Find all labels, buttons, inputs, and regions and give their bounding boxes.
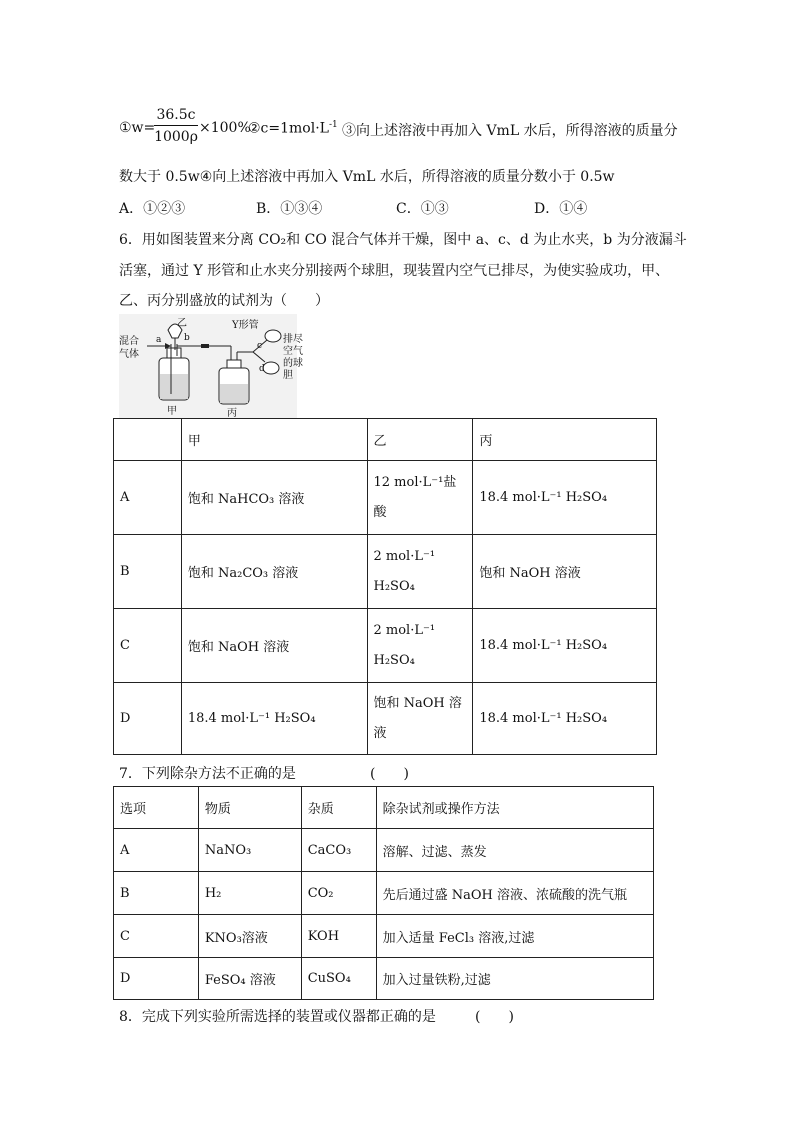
- table-row: [114, 829, 654, 872]
- formula-w-suffix: ×100%: [199, 120, 251, 136]
- q7-cell: C: [114, 915, 199, 958]
- label-exhaust-1: 排尽: [283, 334, 303, 345]
- q6-cell-yi: [367, 683, 473, 755]
- label-mix-1: 混合: [119, 336, 139, 347]
- q7-cell: A: [114, 829, 199, 872]
- q5-option-c: C．①③: [396, 201, 449, 217]
- q6-cell-yi-line1: 12 mol·L⁻¹盐: [373, 474, 457, 490]
- label-c: c: [257, 341, 263, 351]
- q7-cell: KNO₃溶液: [198, 915, 301, 958]
- q7-bracket: ( ): [370, 766, 409, 782]
- q6-cell-label: D: [114, 683, 182, 755]
- table-row: [114, 787, 654, 829]
- table-row: [114, 872, 654, 915]
- q7-header-cell: 杂质: [301, 787, 376, 829]
- q6-cell-bing: 18.4 mol·L⁻¹ H₂SO₄: [473, 461, 657, 535]
- formula-item3: ③向上述溶液中再加入 VmL 水后，所得溶液的质量分: [342, 123, 678, 139]
- q6-cell-bing: 18.4 mol·L⁻¹ H₂SO₄: [473, 609, 657, 683]
- q6-cell-yi-line2: 酸: [373, 504, 387, 520]
- q6-header-cell: [114, 419, 182, 461]
- label-y-tube: Y形管: [232, 320, 259, 331]
- formula-item2-exp: -1: [328, 120, 338, 130]
- q6-cell-label: A: [114, 461, 182, 535]
- table-row: [114, 915, 654, 958]
- q6-cell-yi-line2: 液: [373, 725, 387, 741]
- q7-cell: CuSO₄: [301, 958, 376, 1000]
- table-row: [114, 461, 657, 535]
- q7-cell: CO₂: [301, 872, 376, 915]
- q5-option-d: D．①④: [534, 201, 588, 217]
- q6-header-cell: 甲: [181, 419, 367, 461]
- label-bing: 丙: [227, 408, 237, 419]
- q6-cell-jia: 饱和 NaOH 溶液: [181, 609, 367, 683]
- q6-cell-yi-line1: 2 mol·L⁻¹: [373, 622, 436, 638]
- q6-table: [113, 418, 657, 755]
- fraction-numerator: 36.5c: [154, 105, 198, 126]
- label-yi: 乙: [177, 318, 187, 329]
- q6-cell-jia: 饱和 NaHCO₃ 溶液: [181, 461, 367, 535]
- q6-cell-yi: [367, 609, 473, 683]
- q8-title: 8．完成下列实验所需选择的装置或仪器都正确的是: [119, 1009, 436, 1025]
- q6-cell-yi: [367, 535, 473, 609]
- formula-w-prefix: ①w=: [119, 120, 156, 136]
- q6-cell-yi: [367, 461, 473, 535]
- q6-cell-label: C: [114, 609, 182, 683]
- table-row: [114, 609, 657, 683]
- q7-cell: D: [114, 958, 199, 1000]
- label-b: b: [184, 333, 190, 343]
- q6-line3: 乙、丙分别盛放的试剂为（ ）: [119, 293, 329, 309]
- formula-item2-text: ②c=1mol·L: [248, 120, 329, 137]
- q7-cell: 加入适量 FeCl₃ 溶液,过滤: [376, 915, 653, 958]
- q7-cell: B: [114, 872, 199, 915]
- table-row: [114, 419, 657, 461]
- q6-cell-jia: 饱和 Na₂CO₃ 溶液: [181, 535, 367, 609]
- q6-cell-yi-line2: H₂SO₄: [373, 578, 415, 594]
- q6-header-cell: 丙: [473, 419, 657, 461]
- q7-cell: H₂: [198, 872, 301, 915]
- q7-header-cell: 选项: [114, 787, 199, 829]
- q7-cell: CaCO₃: [301, 829, 376, 872]
- q6-cell-label: B: [114, 535, 182, 609]
- q6-cell-yi-line1: 饱和 NaOH 溶: [373, 695, 462, 711]
- label-jia: 甲: [167, 406, 177, 417]
- q7-cell: 溶解、过滤、蒸发: [376, 829, 653, 872]
- formula-line2: 数大于 0.5w④向上述溶液中再加入 VmL 水后，所得溶液的质量分数小于 0.5w: [119, 169, 615, 185]
- q6-line1: 6．用如图装置来分离 CO₂和 CO 混合气体并干燥，图中 a、c、d 为止水夹，b 为分液漏斗: [119, 232, 687, 248]
- label-exhaust-2: 空气: [283, 346, 303, 357]
- q7-cell: FeSO₄ 溶液: [198, 958, 301, 1000]
- q8-bracket: ( ): [475, 1009, 514, 1025]
- label-exhaust-4: 胆: [283, 370, 293, 381]
- table-row: [114, 958, 654, 1000]
- q7-cell: KOH: [301, 915, 376, 958]
- table-row: [114, 535, 657, 609]
- q6-cell-bing: 饱和 NaOH 溶液: [473, 535, 657, 609]
- label-exhaust-3: 的球: [283, 358, 303, 369]
- q7-table: [113, 786, 654, 1000]
- label-d: d: [259, 364, 265, 374]
- q6-cell-yi-line2: H₂SO₄: [373, 652, 415, 668]
- q7-cell: 先后通过盛 NaOH 溶液、浓硫酸的洗气瓶: [376, 872, 653, 915]
- label-a: a: [156, 335, 162, 345]
- q7-title: 7．下列除杂方法不正确的是: [119, 766, 296, 782]
- q7-header-cell: 物质: [198, 787, 301, 829]
- q7-cell: 加入过量铁粉,过滤: [376, 958, 653, 1000]
- q5-option-b: B．①③④: [256, 201, 323, 217]
- table-row: [114, 683, 657, 755]
- q6-cell-bing: 18.4 mol·L⁻¹ H₂SO₄: [473, 683, 657, 755]
- label-mix-2: 气体: [119, 349, 139, 360]
- q6-cell-jia: 18.4 mol·L⁻¹ H₂SO₄: [181, 683, 367, 755]
- apparatus-diagram: [119, 314, 303, 419]
- q7-header-cell: 除杂试剂或操作方法: [376, 787, 653, 829]
- q7-cell: NaNO₃: [198, 829, 301, 872]
- q5-option-a: A．①②③: [119, 201, 186, 217]
- q6-cell-yi-line1: 2 mol·L⁻¹: [373, 548, 436, 564]
- q6-line2: 活塞，通过 Y 形管和止水夹分别接两个球胆，现装置内空气已排尽，为使实验成功，甲、: [119, 263, 670, 279]
- q6-header-cell: 乙: [367, 419, 473, 461]
- formula-item2: [248, 120, 338, 137]
- fraction-denominator: 1000ρ: [154, 129, 198, 145]
- formula-fraction: [154, 105, 198, 148]
